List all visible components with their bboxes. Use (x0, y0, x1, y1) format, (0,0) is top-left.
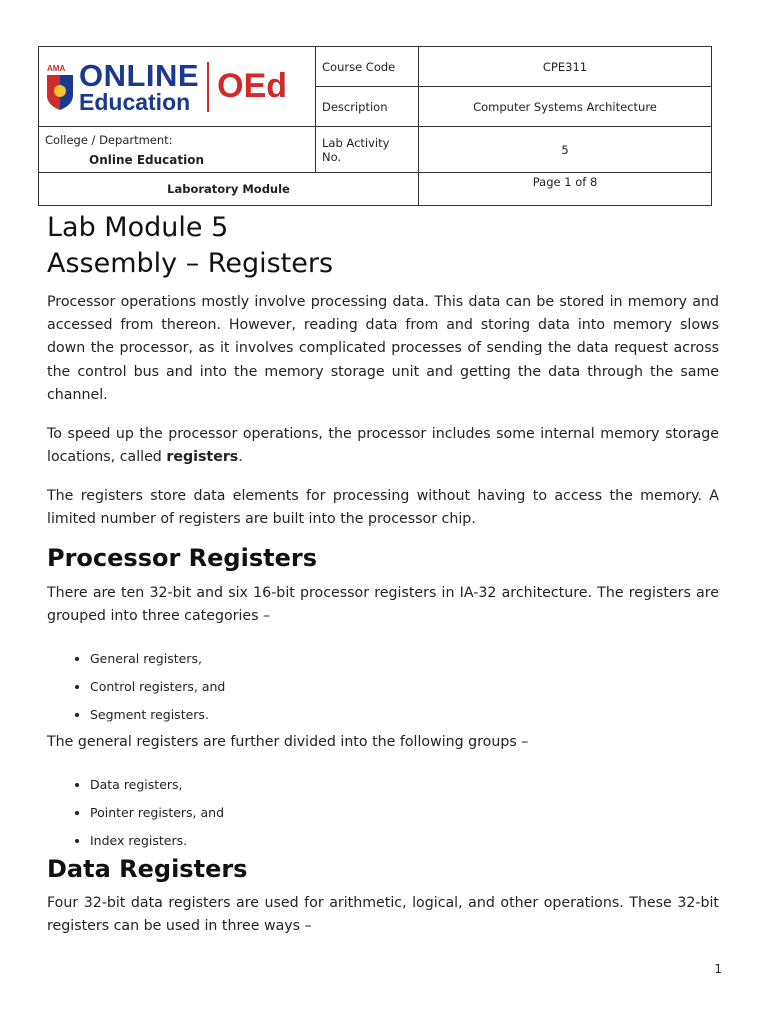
description-label: Description (316, 87, 419, 127)
course-code-value: CPE311 (419, 47, 712, 87)
college-value: Online Education (89, 152, 205, 167)
paragraph-4: There are ten 32-bit and six 16-bit processor registers in IA-32 architecture. The registers are grouped into three categories – (47, 585, 719, 625)
paragraph-intro (47, 291, 719, 407)
description-value: Computer Systems Architecture (419, 87, 712, 127)
group-list (47, 771, 719, 855)
paragraph-2-end: . (238, 449, 243, 466)
college-cell (39, 127, 316, 173)
paragraph-store (47, 485, 719, 531)
paragraph-5: The general registers are further divided into the following groups – (47, 734, 529, 750)
paragraph-6: Four 32-bit data registers are used for arithmetic, logical, and other operations. These 32-bit registers can be used in three ways – (47, 895, 719, 935)
registers-term: registers (166, 449, 239, 466)
page-number: 1 (714, 962, 722, 976)
register-category-list (47, 645, 719, 729)
page-indicator: Page 1 of 8 (419, 173, 712, 206)
list-item: • Data registers, (90, 771, 719, 799)
list-item: • Segment registers. (90, 701, 719, 729)
list-item: • Pointer registers, and (90, 799, 719, 827)
section-processor-registers (47, 544, 719, 572)
lab-title: Lab Module 5 (47, 212, 229, 243)
college-label: College / Department: (45, 132, 173, 147)
laboratory-module-label: Laboratory Module (39, 173, 419, 206)
paragraph-groups (47, 731, 719, 754)
lab-subtitle: Assembly – Registers (47, 248, 334, 279)
document-body (47, 210, 719, 282)
logo-ama-text: AMA (47, 63, 66, 73)
paragraph-data-registers (47, 892, 719, 938)
course-code-label: Course Code (316, 47, 419, 87)
header-table (38, 46, 712, 206)
paragraph-2 (47, 423, 719, 469)
paragraph-3: The registers store data elements for processing without having to access the memory. A limited number of registers are built into the processor chip. (47, 488, 719, 528)
paragraph-registers (47, 423, 719, 469)
logo-oed-text: OEd (217, 67, 288, 105)
list-item: • Index registers. (90, 827, 719, 855)
section-heading-processor-registers: Processor Registers (47, 544, 317, 572)
lab-activity-label: Lab Activity No. (316, 127, 419, 173)
section-heading-data-registers: Data Registers (47, 855, 248, 883)
logo-education-text: Education (79, 88, 191, 115)
paragraph-1: Processor operations mostly involve processing data. This data can be stored in memory and accessed from thereon. However, reading data from and storing data into memory slows down the processor, as it involves complicated processes of sending the data request across the control bus and into the memory storage unit and getting the data through the same channel. (47, 294, 719, 403)
paragraph-2-text: To speed up the processor operations, the processor includes some internal memory storage locations, called (47, 426, 719, 466)
lab-activity-value: 5 (419, 127, 712, 173)
list-item: • General registers, (90, 645, 719, 673)
shield-emblem-icon (45, 63, 75, 111)
section-data-registers (47, 855, 719, 883)
logo-divider (207, 62, 209, 112)
category-list (47, 645, 719, 729)
logo-online-text: ONLINE (79, 57, 200, 93)
list-item: • Control registers, and (90, 673, 719, 701)
logo-cell (39, 47, 316, 127)
paragraph-categories (47, 582, 719, 628)
general-register-group-list (47, 771, 719, 855)
institution-logo (45, 57, 309, 115)
